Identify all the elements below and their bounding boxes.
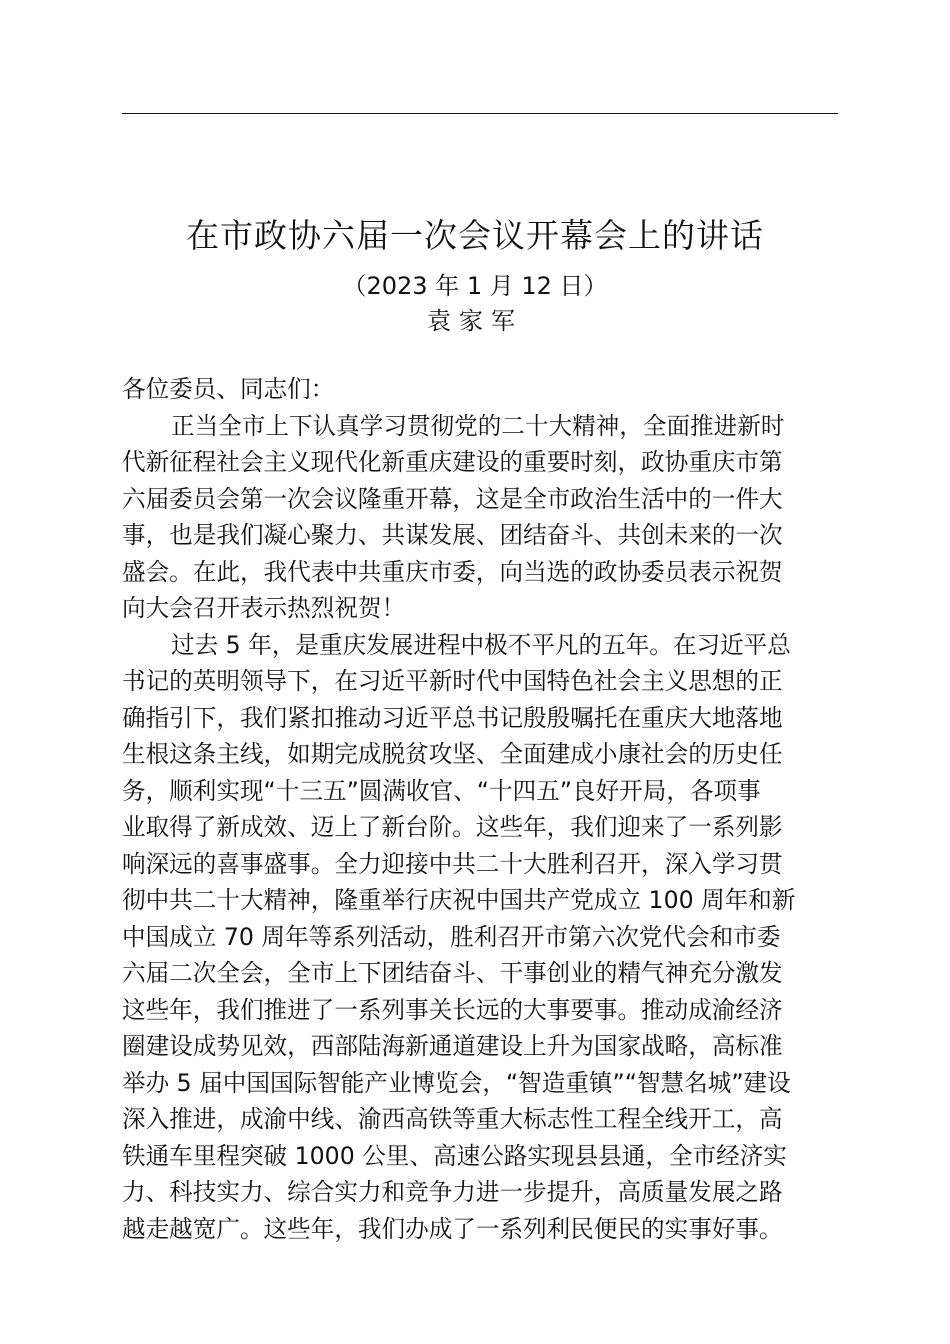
- body-line: 正当全市上下认真学习贯彻党的二十大精神，全面推进新时: [171, 411, 785, 440]
- body-line: 生根这条主线，如期完成脱贫攻坚、全面建成小康社会的历史任: [122, 740, 783, 768]
- body-line: 六届二次全会，全市上下团结奋斗、干事创业的精气神充分激发: [122, 959, 783, 987]
- body-line: 六届委员会第一次会议隆重开幕，这是全市政治生活中的一件大: [122, 484, 783, 513]
- body-line: 响深远的喜事盛事。全力迎接中共二十大胜利召开，深入学习贯: [122, 849, 783, 878]
- body-line: 力、科技实力、综合实力和竞争力进一步提升，高质量发展之路: [122, 1178, 783, 1206]
- body-line: 圈建设成势见效，西部陆海新通道建设上升为国家战略，高标准: [122, 1032, 783, 1060]
- body-line: 深入推进，成渝中线、渝西高铁等重大标志性工程全线开工，高: [122, 1105, 783, 1133]
- body-line: 向大会召开表示热烈祝贺！: [122, 594, 406, 622]
- body-line: 书记的英明领导下，在习近平新时代中国特色社会主义思想的正: [122, 667, 783, 695]
- speech-title: 在市政协六届一次会议开幕会上的讲话: [186, 216, 764, 255]
- body-line: 代新征程社会主义现代化新重庆建设的重要时刻，政协重庆市第: [122, 448, 783, 476]
- body-line: 盛会。在此，我代表中共重庆市委，向当选的政协委员表示祝贺: [122, 557, 783, 586]
- body-line: 彻中共二十大精神，隆重举行庆祝中国共产党成立 100 周年和新: [122, 886, 796, 914]
- speech-body: [122, 371, 840, 1247]
- header-rule: [122, 113, 838, 114]
- body-line: 确指引下，我们紧扣推动习近平总书记殷殷嘱托在重庆大地落地: [122, 703, 783, 732]
- speech-author: 袁家军: [427, 307, 523, 335]
- body-line: 举办 5 届中国国际智能产业博览会，“智造重镇”“智慧名城”建设: [122, 1068, 791, 1097]
- speech-date: （2023 年 1 月 12 日）: [342, 272, 608, 300]
- body-line: 中国成立 70 周年等系列活动，胜利召开市第六次党代会和市委: [122, 922, 781, 951]
- salutation: 各位委员、同志们：: [122, 375, 335, 403]
- body-line: 务，顺利实现“十三五”圆满收官、“十四五”良好开局，各项事: [122, 776, 761, 805]
- body-line: 业取得了新成效、迈上了新台阶。这些年，我们迎来了一系列影: [122, 813, 783, 841]
- body-line: 过去 5 年，是重庆发展进程中极不平凡的五年。在习近平总: [171, 630, 791, 659]
- body-line: 这些年，我们推进了一系列事关长远的大事要事。推动成渝经济: [122, 995, 783, 1024]
- body-line: 事，也是我们凝心聚力、共谋发展、团结奋斗、共创未来的一次: [122, 521, 783, 549]
- body-line: 越走越宽广。这些年，我们办成了一系列利民便民的实事好事。: [122, 1214, 783, 1243]
- body-line: 铁通车里程突破 1000 公里、高速公路实现县县通，全市经济实: [122, 1141, 787, 1170]
